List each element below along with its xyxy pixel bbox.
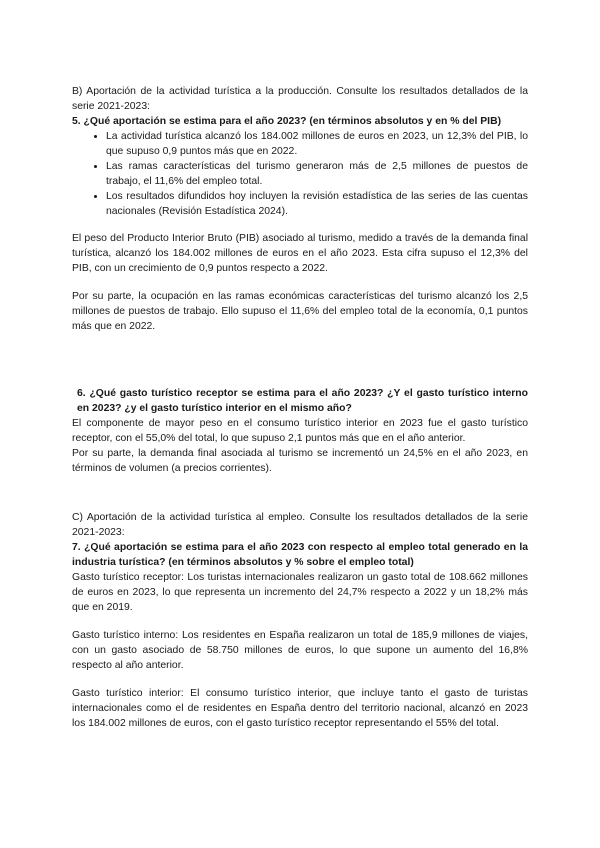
question-6-paragraph-receptor: El componente de mayor peso en el consumo turístico interior en 2023 fue el gasto turístico receptor, con el 55,0% del total, lo que supuso 2,1 puntos más que en el año anterior. (72, 418, 528, 444)
question-6-paragraph-demanda: Por su parte, la demanda final asociada al turismo se incrementó un 24,5% en el año 2023, en términos de volumen (a precios corrientes). (72, 448, 528, 474)
bullet-item: • Los resultados difundidos hoy incluyen la revisión estadística de las series de las cuentas nacionales (Revisión Estadística 2024). (106, 189, 528, 219)
section-c-paragraph-receptor: Gasto turístico receptor: Los turistas internacionales realizaron un gasto total de 108.662 millones de euros en 2023, lo que representa un incremento del 24,7% respecto a 2022 y un 18,2% más que en 2019. (72, 572, 528, 613)
section-b (72, 84, 528, 334)
bullet-item: • Las ramas características del turismo generaron más de 2,5 millones de puestos de trabajo, el 11,6% del empleo total. (106, 159, 528, 189)
section-c-paragraph-interior: Gasto turístico interior: El consumo turístico interior, que incluye tanto el gasto de turistas internacionales como el de residentes en España dentro del territorio nacional, alcanzó en 2023 los 184.002 millones de euros, con el gasto turístico receptor representando el 55% del total. (72, 688, 528, 729)
section-b-intro: B) Aportación de la actividad turística a la producción. Consulte los resultados detallados de la serie 2021-2023: (72, 86, 528, 112)
section-c (72, 510, 528, 731)
section-c-paragraph-interno: Gasto turístico interno: Los residentes en España realizaron un total de 185,9 millones de viajes, con un gasto asociado de 58.750 millones de euros, lo que supone un aumento del 16,8% respecto al año anterior. (72, 630, 528, 671)
question-5-bullet-list (72, 129, 528, 219)
section-b-paragraph-ocupacion: Por su parte, la ocupación en las ramas económicas características del turismo alcanzó los 2,5 millones de puestos de trabajo. Ello supuso el 11,6% del empleo total de la economía, 0,1 puntos más que en 2022. (72, 291, 528, 332)
bullet-item: • La actividad turística alcanzó los 184.002 millones de euros en 2023, un 12,3% del PIB, lo que supuso 0,9 puntos más que en 2022. (106, 129, 528, 159)
section-question-6 (72, 386, 528, 476)
section-c-intro: C) Aportación de la actividad turística al empleo. Consulte los resultados detallados de la serie 2021-2023: (72, 512, 528, 538)
question-6: 6. ¿Qué gasto turístico receptor se estima para el año 2023? ¿Y el gasto turístico interno en 2023? ¿y el gasto turístico interior en el mismo año? (77, 388, 528, 414)
question-5: 5. ¿Qué aportación se estima para el año 2023? (en términos absolutos y en % del PIB) (72, 116, 502, 127)
question-7: 7. ¿Qué aportación se estima para el año 2023 con respecto al empleo total generado en la industria turística? (en términos absolutos y % sobre el empleo total) (72, 542, 528, 568)
section-b-paragraph-pib: El peso del Producto Interior Bruto (PIB) asociado al turismo, medido a través de la demanda final turística, alcanzó los 184.002 millones de euros en el año 2023. Esta cifra supuso el 12,3% del PIB, con un crecimiento de 0,9 puntos respecto a 2022. (72, 233, 528, 274)
